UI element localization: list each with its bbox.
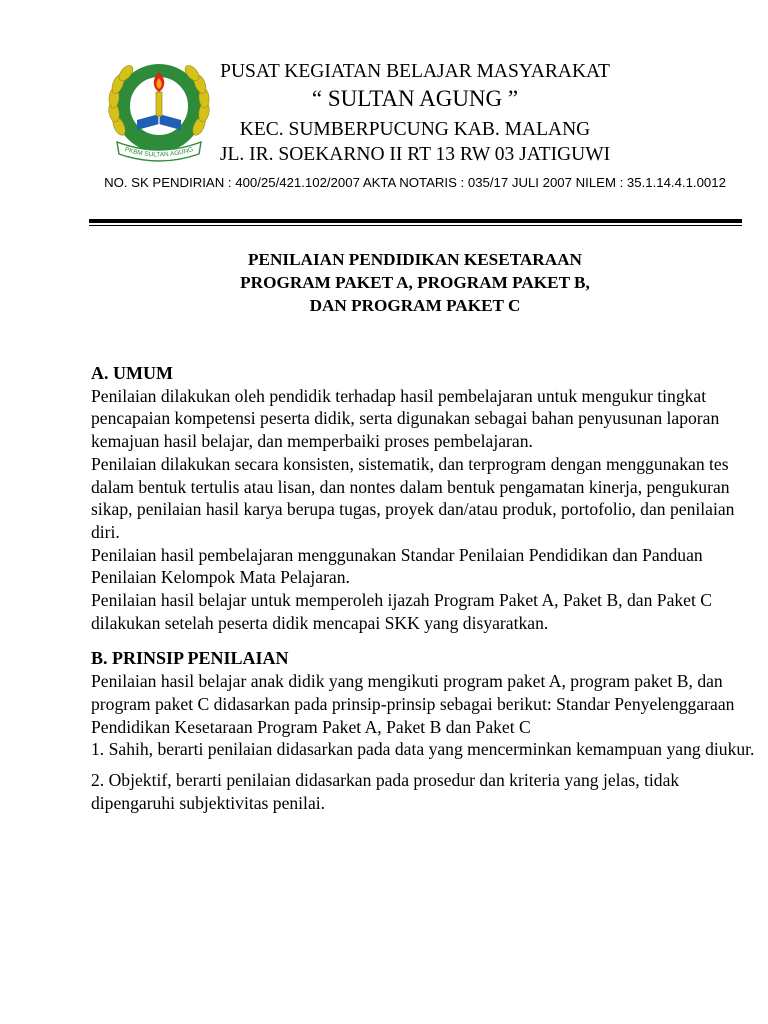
document-title (80, 248, 750, 317)
title-line: DAN PROGRAM PAKET C (309, 296, 521, 315)
institution-name: “ SULTAN AGUNG ” (311, 86, 519, 111)
org-name: PUSAT KEGIATAN BELAJAR MASYARAKAT (220, 61, 610, 82)
title-line: PROGRAM PAKET A, PROGRAM PAKET B, (240, 273, 590, 292)
document-body (91, 362, 761, 814)
header-rule-thick (89, 219, 742, 223)
list-item: 2. Objektif, berarti penilaian didasarkan pada prosedur dan kriteria yang jelas, tidak dipengaruhi subjektivitas penilai. (91, 769, 680, 813)
paragraph: Penilaian hasil belajar anak didik yang mengikuti program paket A, program paket B, dan program paket C didasarkan pada prinsip-prinsip sebagai berikut: Standar Penyelenggaraan Pendidikan Kesetaraan Program Paket A, Paket B dan Paket C (91, 671, 735, 737)
address-line-1: KEC. SUMBERPUCUNG KAB. MALANG (239, 119, 591, 140)
letterhead (0, 0, 768, 230)
logo-banner-label: PKBM SULTAN AGUNG (123, 146, 195, 159)
section-prinsip-penilaian (91, 647, 761, 814)
registration-info: NO. SK PENDIRIAN : 400/25/421.102/2007 AKTA NOTARIS : 035/17 JULI 2007 NILEM : 35.1.14.4.1.0012 (104, 175, 726, 190)
paragraph: Penilaian hasil pembelajaran menggunakan Standar Penilaian Pendidikan dan Panduan Penilaian Kelompok Mata Pelajaran. (91, 544, 703, 588)
section-umum (91, 362, 761, 634)
paragraph: Penilaian hasil belajar untuk memperoleh ijazah Program Paket A, Paket B, dan Paket C dilakukan setelah peserta didik mencapai SKK yang disyaratkan. (91, 590, 713, 633)
title-line: PENILAIAN PENDIDIKAN KESETARAAN (248, 250, 582, 269)
address-line-2: JL. IR. SOEKARNO II RT 13 RW 03 JATIGUWI (219, 144, 611, 165)
section-heading: A. UMUM (91, 363, 173, 383)
item-spacer (91, 761, 761, 769)
list-item: 1. Sahih, berarti penilaian didasarkan pada data yang mencerminkan kemampuan yang diukur. (91, 739, 755, 760)
header-rule-thin (89, 225, 742, 226)
paragraph: Penilaian dilakukan oleh pendidik terhadap hasil pembelajaran untuk mengukur tingkat pencapaian kompetensi peserta didik, serta digunakan sebagai bahan penyusunan laporan kemajuan hasil belajar, dan memperbaiki proses pembelajaran. (91, 385, 720, 452)
section-heading: B. PRINSIP PENILAIAN (91, 648, 289, 669)
section-spacer (91, 634, 761, 647)
paragraph: Penilaian dilakukan secara konsisten, sistematik, dan terprogram dengan menggunakan tes dalam bentuk tertulis atau lisan, dan nontes dalam bentuk pengamatan kinerja, pengukuran sikap, penilaian hasil karya berupa tugas, proyek dan/atau produk, portofolio, dan penilaian diri. (91, 453, 735, 542)
